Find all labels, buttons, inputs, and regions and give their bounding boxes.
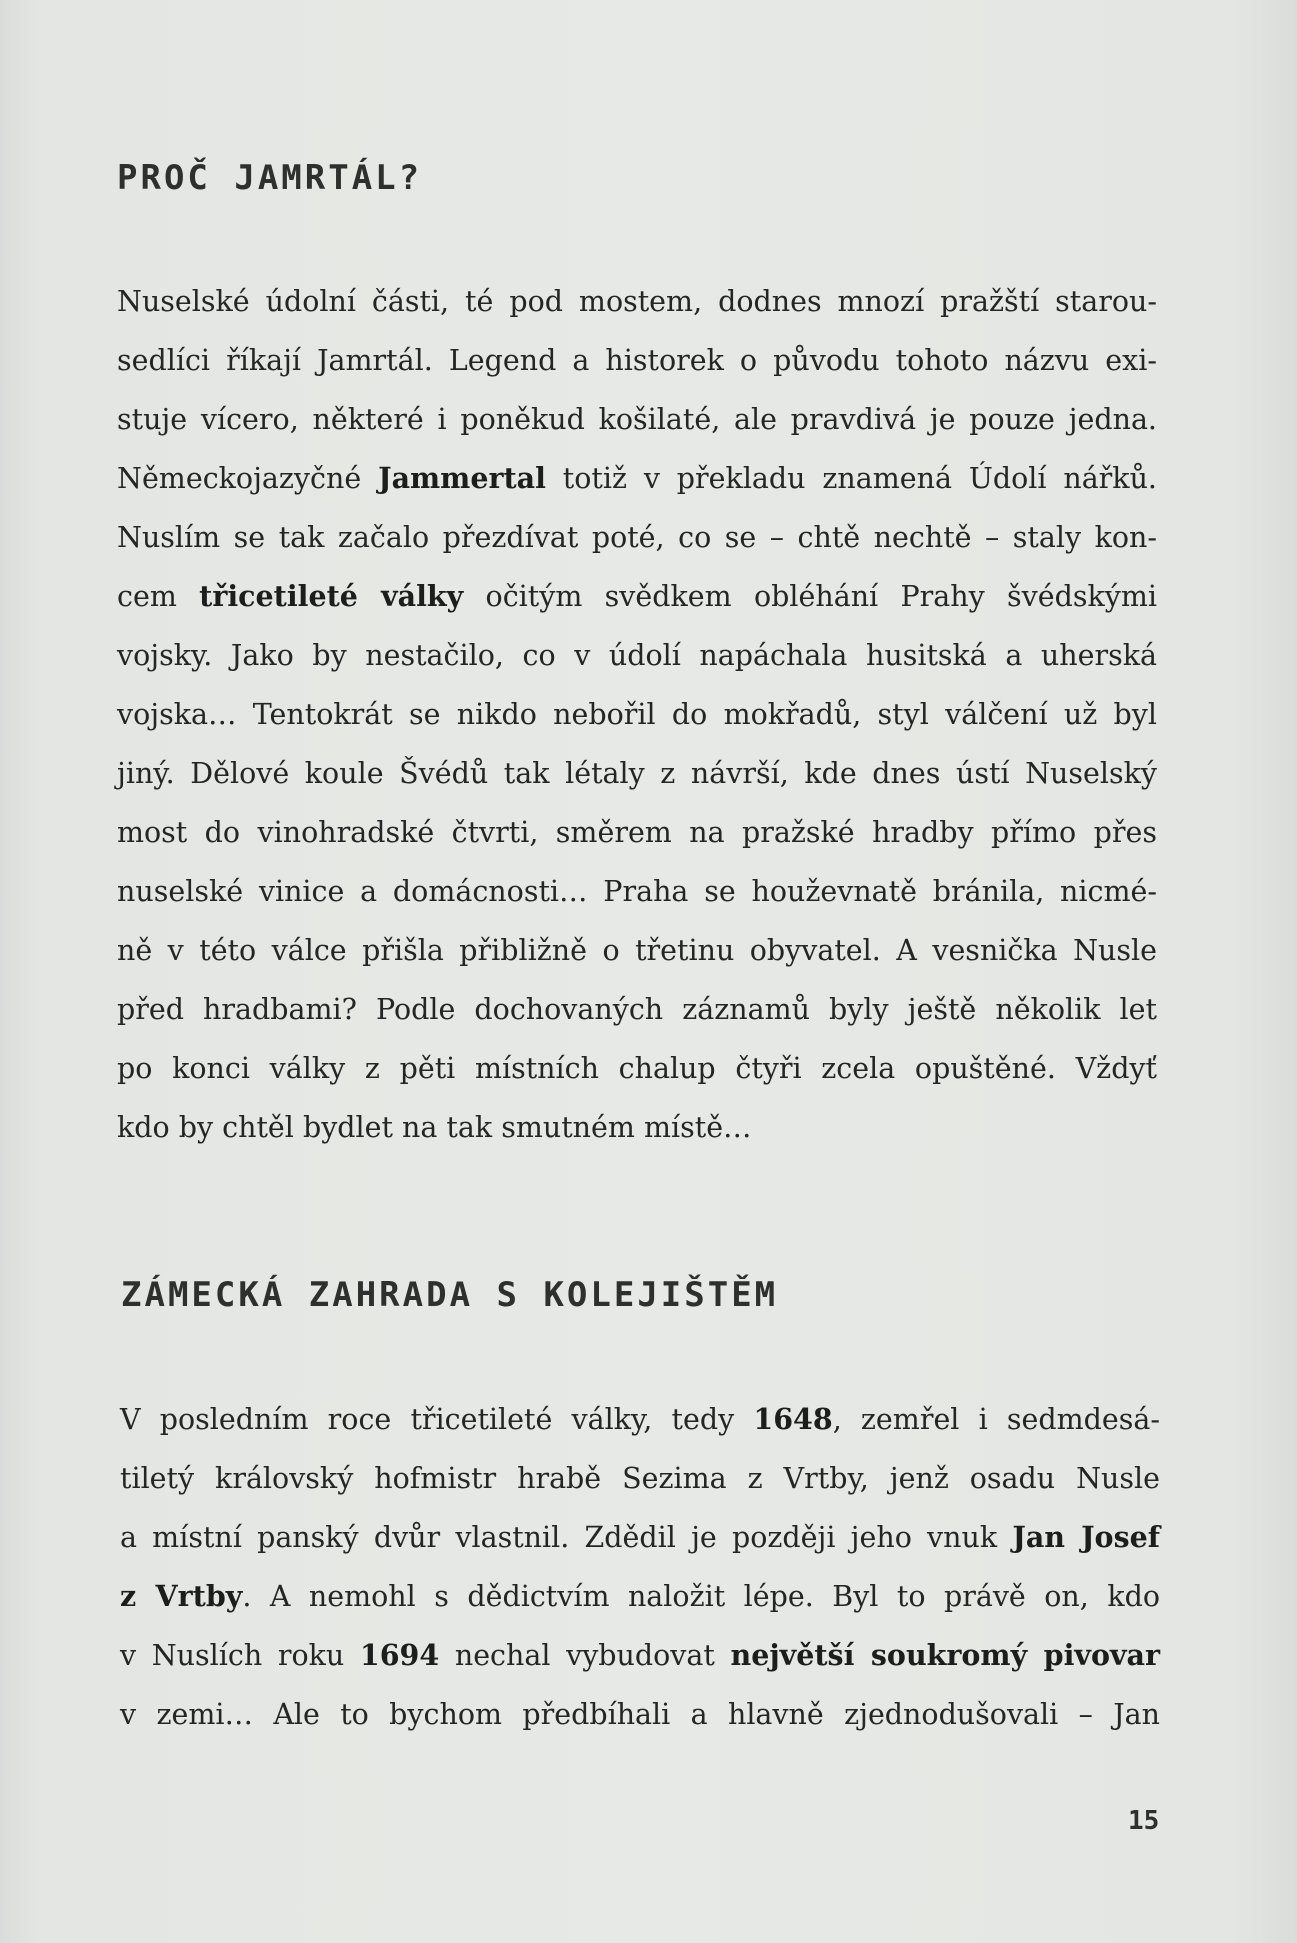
text-line: a místní panský dvůr vlastnil. Zdědil je později jeho vnuk Jan Josef (120, 1520, 1161, 1554)
section-heading-jamrtal: PROČ JAMRTÁL? (117, 158, 423, 198)
text-line: Nuslím se tak začalo přezdívat poté, co se – chtě nechtě – staly kon- (117, 521, 1157, 554)
text-line: v Nuslích roku 1694 nechal vybudovat největší soukromý pivovar (120, 1638, 1161, 1672)
text-line: stuje vícero, některé i poněkud košilaté, ale pravdivá je pouze jedna. (117, 403, 1157, 436)
page-number: 15 (1128, 1806, 1160, 1836)
text-line: vojsky. Jako by nestačilo, co v údolí napáchala husitská a uherská (117, 639, 1157, 672)
text-line: před hradbami? Podle dochovaných záznamů byly ještě několik let (117, 993, 1157, 1026)
paragraph-jamrtal (117, 272, 1157, 1157)
text-line: most do vinohradské čtvrti, směrem na pražské hradby přímo přes (117, 816, 1157, 849)
text-line: nuselské vinice a domácnosti… Praha se houževnatě bránila, nicmé- (117, 875, 1157, 908)
text-line: tiletý královský hofmistr hrabě Sezima z Vrtby, jenž osadu Nusle (120, 1462, 1160, 1495)
text-line: kdo by chtěl bydlet na tak smutném místě… (117, 1111, 752, 1144)
section-heading-zamecka-zahrada: ZÁMECKÁ ZAHRADA S KOLEJIŠTĚM (121, 1275, 779, 1315)
paragraph-zamecka-zahrada (120, 1390, 1160, 1744)
bold-term: třicetileté války (199, 579, 464, 613)
bold-term: 1694 (359, 1638, 440, 1672)
text-line: vojska… Tentokrát se nikdo nebořil do mokřadů, styl válčení už byl (117, 698, 1157, 731)
bold-term: Jammertal (378, 461, 546, 495)
text-line: ně v této válce přišla přibližně o třetinu obyvatel. A vesnička Nusle (117, 934, 1157, 967)
text-line: v zemi… Ale to bychom předbíhali a hlavně zjednodušovali – Jan (120, 1698, 1160, 1731)
text-line: Nuselské údolní části, té pod mostem, dodnes mnozí pražští starou- (117, 285, 1157, 318)
text-line: cem třicetileté války očitým svědkem obléhání Prahy švédskými (117, 579, 1158, 613)
text-line: Německojazyčné Jammertal totiž v překladu znamená Údolí nářků. (117, 461, 1157, 495)
text-line: jiný. Dělové koule Švédů tak létaly z návrší, kde dnes ústí Nuselský (117, 757, 1157, 790)
bold-term: z Vrtby (120, 1579, 243, 1613)
text-line: po konci války z pěti místních chalup čtyři zcela opuštěné. Vždyť (117, 1052, 1157, 1085)
bold-term: největší soukromý pivovar (730, 1638, 1161, 1672)
bold-term: 1648 (753, 1402, 833, 1436)
text-line: z Vrtby. A nemohl s dědictvím naložit lépe. Byl to právě on, kdo (120, 1579, 1160, 1613)
bold-term: Jan Josef (1012, 1520, 1161, 1554)
text-line: V posledním roce třicetileté války, tedy 1648, zemřel i sedmdesá- (120, 1402, 1160, 1436)
text-line: sedlíci říkají Jamrtál. Legend a historek o původu tohoto názvu exi- (117, 344, 1157, 377)
